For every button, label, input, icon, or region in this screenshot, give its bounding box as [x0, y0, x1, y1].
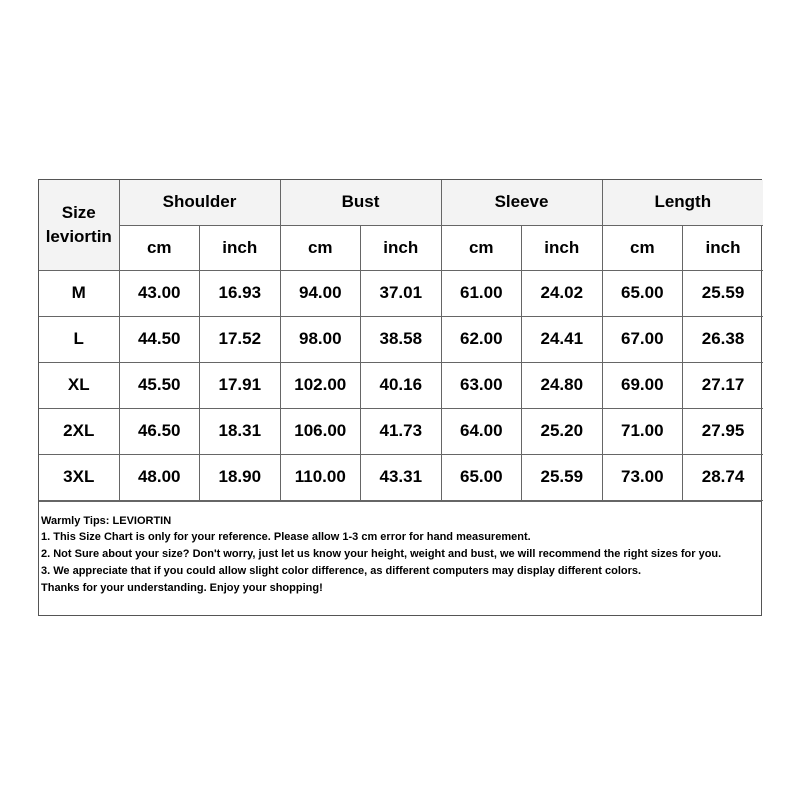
value-cell: 48.00	[119, 454, 200, 500]
value-cell: 94.00	[280, 270, 361, 316]
size-header	[39, 180, 119, 270]
tip-line: 1. This Size Chart is only for your reference. Please allow 1-3 cm error for hand measurement.	[41, 531, 531, 544]
unit-header: inch	[361, 225, 442, 270]
value-cell: 102.00	[280, 362, 361, 408]
unit-header: inch	[683, 225, 764, 270]
unit-header: inch	[522, 225, 603, 270]
tips-section	[39, 501, 761, 616]
value-cell: 98.00	[280, 316, 361, 362]
value-cell: 61.00	[441, 270, 522, 316]
value-cell: 46.50	[119, 408, 200, 454]
size-header-line2: leviortin	[45, 226, 112, 246]
value-cell: 40.16	[361, 362, 442, 408]
table-row	[39, 316, 763, 362]
table-row	[39, 454, 763, 500]
size-cell: M	[39, 270, 119, 316]
value-cell: 24.02	[522, 270, 603, 316]
size-cell: XL	[39, 362, 119, 408]
unit-header: inch	[200, 225, 281, 270]
value-cell: 62.00	[441, 316, 522, 362]
size-header-line1: Size	[61, 202, 96, 222]
value-cell: 25.59	[522, 454, 603, 500]
value-cell: 27.17	[683, 362, 764, 408]
size-table	[39, 180, 763, 501]
size-chart	[38, 179, 762, 616]
table-row	[39, 362, 763, 408]
unit-header: cm	[441, 225, 522, 270]
value-cell: 73.00	[602, 454, 683, 500]
value-cell: 26.38	[683, 316, 764, 362]
value-cell: 17.52	[200, 316, 281, 362]
value-cell: 44.50	[119, 316, 200, 362]
value-cell: 37.01	[361, 270, 442, 316]
value-cell: 25.20	[522, 408, 603, 454]
sleeve-header: Sleeve	[441, 180, 602, 225]
value-cell: 63.00	[441, 362, 522, 408]
tips-thanks: Thanks for your understanding. Enjoy your shopping!	[41, 581, 323, 594]
value-cell: 65.00	[441, 454, 522, 500]
value-cell: 106.00	[280, 408, 361, 454]
value-cell: 65.00	[602, 270, 683, 316]
size-cell: L	[39, 316, 119, 362]
tips-title: Warmly Tips: LEVIORTIN	[41, 514, 172, 527]
value-cell: 43.31	[361, 454, 442, 500]
value-cell: 43.00	[119, 270, 200, 316]
value-cell: 64.00	[441, 408, 522, 454]
header-group-row	[39, 180, 763, 225]
unit-header: cm	[602, 225, 683, 270]
value-cell: 25.59	[683, 270, 764, 316]
tip-line: 2. Not Sure about your size? Don't worry, just let us know your height, weight and bust, we will recommend the right sizes for you.	[41, 548, 722, 561]
shoulder-header: Shoulder	[119, 180, 280, 225]
size-cell: 3XL	[39, 454, 119, 500]
bust-header: Bust	[280, 180, 441, 225]
value-cell: 45.50	[119, 362, 200, 408]
value-cell: 38.58	[361, 316, 442, 362]
value-cell: 18.90	[200, 454, 281, 500]
value-cell: 69.00	[602, 362, 683, 408]
value-cell: 24.41	[522, 316, 603, 362]
unit-header: cm	[280, 225, 361, 270]
value-cell: 110.00	[280, 454, 361, 500]
table-row	[39, 408, 763, 454]
size-cell: 2XL	[39, 408, 119, 454]
value-cell: 28.74	[683, 454, 764, 500]
unit-header: cm	[119, 225, 200, 270]
value-cell: 71.00	[602, 408, 683, 454]
tip-line: 3. We appreciate that if you could allow slight color difference, as different computers may display different colors.	[41, 564, 642, 577]
value-cell: 16.93	[200, 270, 281, 316]
value-cell: 18.31	[200, 408, 281, 454]
table-row	[39, 270, 763, 316]
length-header: Length	[602, 180, 763, 225]
value-cell: 24.80	[522, 362, 603, 408]
header-unit-row	[39, 225, 763, 270]
value-cell: 17.91	[200, 362, 281, 408]
value-cell: 41.73	[361, 408, 442, 454]
value-cell: 27.95	[683, 408, 764, 454]
value-cell: 67.00	[602, 316, 683, 362]
